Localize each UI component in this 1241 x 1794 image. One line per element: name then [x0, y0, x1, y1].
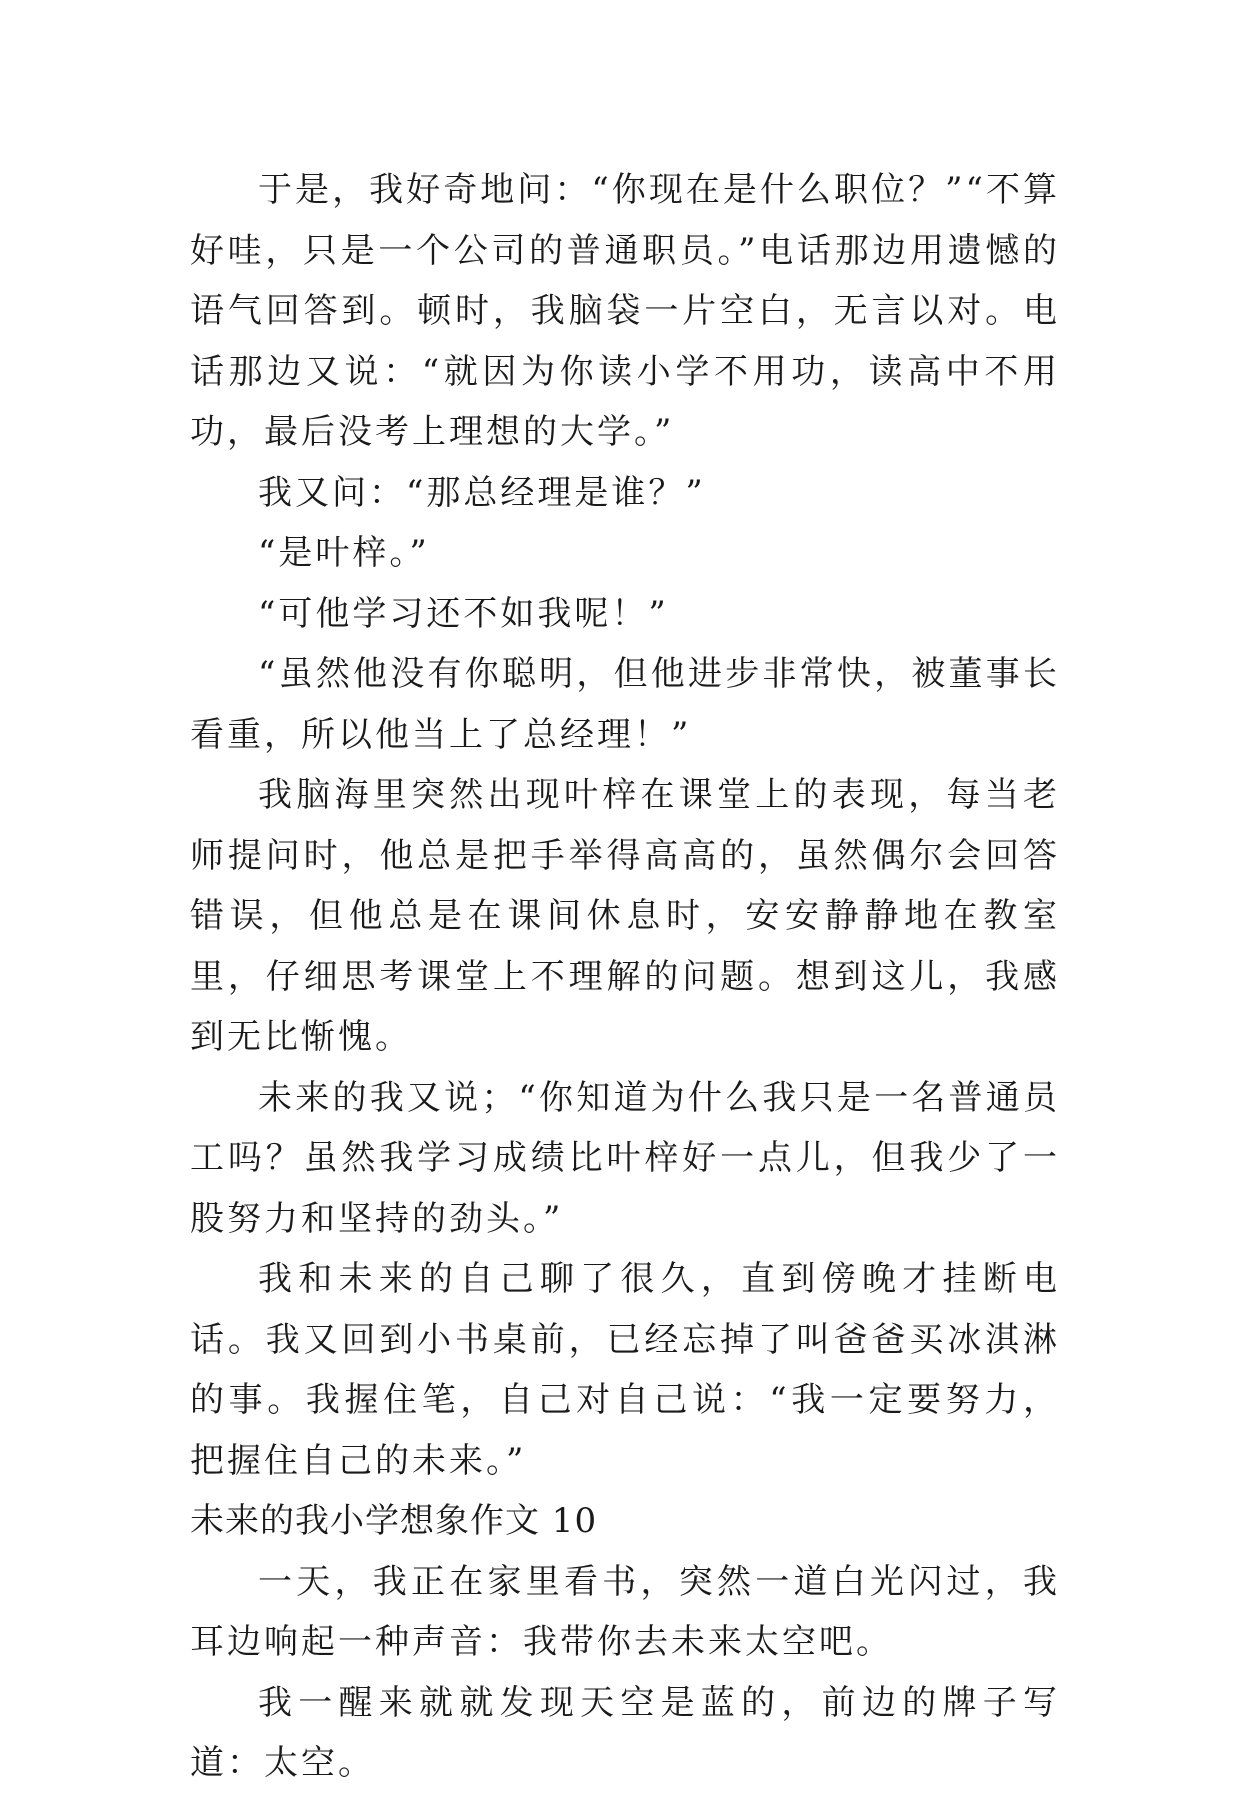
section-heading: 未来的我小学想象作文 10	[190, 1501, 598, 1541]
paragraph: “可他学习还不如我呢！”	[258, 593, 669, 634]
paragraph: “是叶梓。”	[258, 533, 430, 573]
paragraph: 我一醒来就就发现天空是蓝的，前边的牌子写道：太空。	[190, 1682, 1060, 1783]
paragraph: 我又问：“那总经理是谁？”	[258, 472, 706, 513]
paragraph: 我和未来的自己聊了很久，直到傍晚才挂断电话。我又回到小书桌前，已经忘掉了叫爸爸买冰淇淋的事。我握住笔，自己对自己说：“我一定要努力，把握住自己的未来。”	[190, 1259, 1060, 1481]
document-body	[190, 160, 1060, 1794]
paragraph: 于是，我好奇地问：“你现在是什么职位？”“不算好哇，只是一个公司的普通职员。”电话那边用遗憾的语气回答到。顿时，我脑袋一片空白，无言以对。电话那边又说：“就因为你读小学不用功，读高中不用功，最后没考上理想的大学。”	[190, 170, 1060, 452]
paragraph: 一天，我正在家里看书，突然一道白光闪过，我耳边响起一种声音：我带你去未来太空吧。	[190, 1561, 1060, 1662]
paragraph: “虽然他没有你聪明，但他进步非常快，被董事长看重，所以他当上了总经理！”	[190, 654, 1060, 755]
paragraph: 未来的我又说；“你知道为什么我只是一名普通员工吗？虽然我学习成绩比叶梓好一点儿，但我少了一股努力和坚持的劲头。”	[190, 1077, 1060, 1239]
paragraph: 我脑海里突然出现叶梓在课堂上的表现，每当老师提问时，他总是把手举得高高的，虽然偶尔会回答错误，但他总是在课间休息时，安安静静地在教室里，仔细思考课堂上不理解的问题。想到这儿，我感到无比惭愧。	[190, 775, 1060, 1057]
